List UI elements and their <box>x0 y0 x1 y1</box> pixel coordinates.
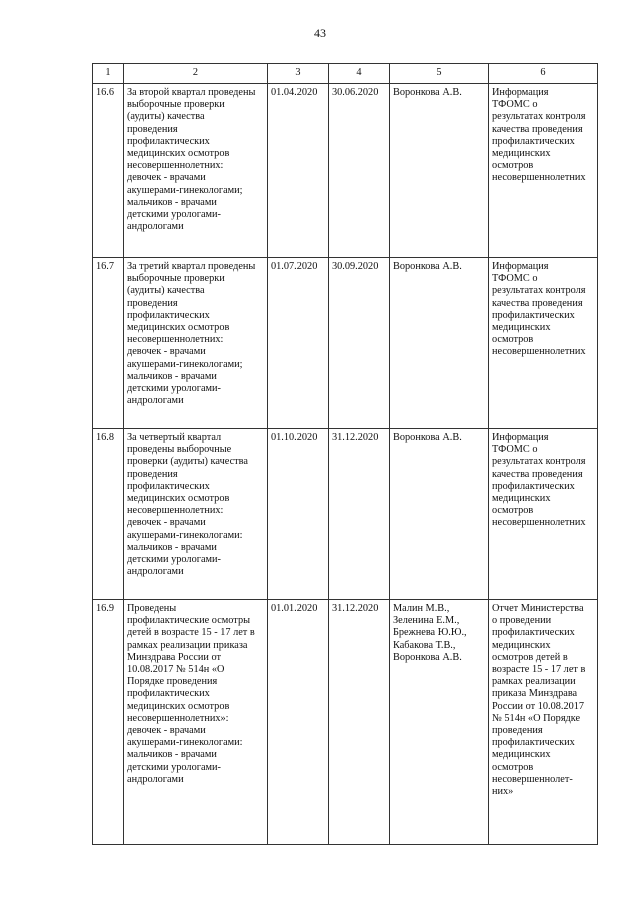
page-number: 43 <box>314 26 326 40</box>
header-cell-1: 1 <box>93 64 124 84</box>
responsible-cell: Воронкова А.В. <box>390 258 489 429</box>
result-cell: Отчет Министерства о проведении профилактических медицинских осмотров детей в возрасте 15 - 17 лет в рамках реализации приказа Минздрава России от 10.08.2017 № 514н «О Порядке проведения профилактических медицинских осмотров несовершеннолет- них» <box>489 600 598 845</box>
activity-cell: За второй квартал проведены выборочные проверки (аудиты) качества проведения профилактических медицинских осмотров несовершеннолетних: девочек - врачами акушерами-гинекологами; мальчиков - врачами детскими урологами- андрологами <box>124 84 268 258</box>
header-cell-3: 3 <box>268 64 329 84</box>
table-row <box>93 84 598 258</box>
responsible-cell: Воронкова А.В. <box>390 429 489 600</box>
table-row <box>93 600 598 845</box>
header-cell-2: 2 <box>124 64 268 84</box>
header-cell-4: 4 <box>329 64 390 84</box>
table-row <box>93 258 598 429</box>
result-cell: Информация ТФОМС о результатах контроля качества проведения профилактических медицинских осмотров несовершеннолетних <box>489 429 598 600</box>
activity-cell: Проведены профилактические осмотры детей в возрасте 15 - 17 лет в рамках реализации приказа Минздрава России от 10.08.2017 № 514н «О Порядке проведения профилактических медицинских осмотров несовершеннолетних»: девочек - врачами акушерами-гинекологами: мальчиков - врачами детскими урологами- андрологами <box>124 600 268 845</box>
start-date-cell: 01.01.2020 <box>268 600 329 845</box>
result-cell: Информация ТФОМС о результатах контроля качества проведения профилактических медицинских осмотров несовершеннолетних <box>489 258 598 429</box>
row-number: 16.6 <box>93 84 124 258</box>
start-date-cell: 01.07.2020 <box>268 258 329 429</box>
end-date-cell: 31.12.2020 <box>329 600 390 845</box>
table-header-row <box>93 64 598 84</box>
table-row <box>93 429 598 600</box>
row-number: 16.7 <box>93 258 124 429</box>
responsible-cell: Малин М.В., Зеленина Е.М., Брежнева Ю.Ю., Кабакова Т.В., Воронкова А.В. <box>390 600 489 845</box>
header-cell-6: 6 <box>489 64 598 84</box>
result-cell: Информация ТФОМС о результатах контроля качества проведения профилактических медицинских осмотров несовершеннолетних <box>489 84 598 258</box>
start-date-cell: 01.04.2020 <box>268 84 329 258</box>
end-date-cell: 30.06.2020 <box>329 84 390 258</box>
end-date-cell: 30.09.2020 <box>329 258 390 429</box>
responsible-cell: Воронкова А.В. <box>390 84 489 258</box>
row-number: 16.9 <box>93 600 124 845</box>
activity-cell: За третий квартал проведены выборочные проверки (аудиты) качества проведения профилактических медицинских осмотров несовершеннолетних: девочек - врачами акушерами-гинекологами; мальчиков - врачами детскими урологами- андрологами <box>124 258 268 429</box>
header-cell-5: 5 <box>390 64 489 84</box>
activity-cell: За четвертый квартал проведены выборочные проверки (аудиты) качества проведения профилактических медицинских осмотров несовершеннолетних: девочек - врачами акушерами-гинекологами: мальчиков - врачами детскими урологами- андрологами <box>124 429 268 600</box>
end-date-cell: 31.12.2020 <box>329 429 390 600</box>
row-number: 16.8 <box>93 429 124 600</box>
start-date-cell: 01.10.2020 <box>268 429 329 600</box>
activities-table <box>92 63 598 845</box>
